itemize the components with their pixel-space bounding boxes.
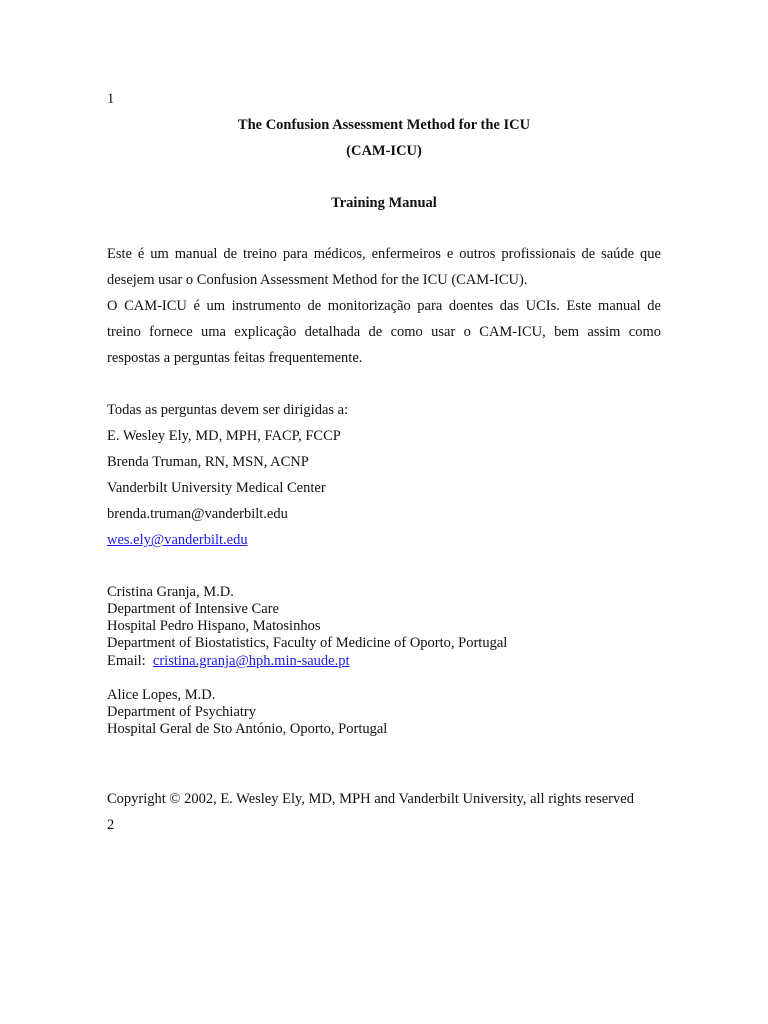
intro-line-2: desejem usar o Confusion Assessment Method for the ICU (CAM-ICU). — [107, 272, 528, 288]
translator1-hospital: Hospital Pedro Hispano, Matosinhos — [107, 618, 321, 634]
copyright-notice: Copyright © 2002, E. Wesley Ely, MD, MPH and Vanderbilt University, all rights reserved — [107, 791, 634, 807]
translator1-email-label: Email: — [107, 653, 146, 669]
translator2-dept: Department of Psychiatry — [107, 704, 256, 720]
translator1-email-link[interactable]: cristina.granja@hph.min-saude.pt — [152, 653, 350, 669]
page-number-top: 1 — [107, 91, 115, 107]
contact-email-truman: brenda.truman@vanderbilt.edu — [107, 506, 288, 522]
translator1-dept2: Department of Biostatistics, Faculty of Medicine of Oporto, Portugal — [107, 635, 508, 651]
contact-institution: Vanderbilt University Medical Center — [107, 480, 326, 496]
intro-line-4: treino fornece uma explicação detalhada de como usar o CAM-ICU, bem assim como — [107, 324, 661, 340]
translator2-hospital: Hospital Geral de Sto António, Oporto, Portugal — [107, 721, 388, 737]
translator1-email-row — [107, 652, 350, 670]
translator2-name: Alice Lopes, M.D. — [107, 687, 216, 703]
intro-line-1: Este é um manual de treino para médicos, enfermeiros e outros profissionais de saúde que — [107, 246, 661, 262]
contact-name-truman: Brenda Truman, RN, MSN, ACNP — [107, 454, 309, 470]
document-subtitle: (CAM-ICU) — [346, 143, 422, 159]
contact-email-ely-link[interactable]: wes.ely@vanderbilt.edu — [107, 532, 248, 548]
document-title: The Confusion Assessment Method for the ICU — [237, 117, 531, 133]
page-number-bottom: 2 — [107, 817, 115, 833]
translator1-dept: Department of Intensive Care — [107, 601, 279, 617]
section-heading: Training Manual — [331, 195, 437, 211]
contacts-lead: Todas as perguntas devem ser dirigidas a: — [107, 402, 349, 418]
intro-line-3: O CAM-ICU é um instrumento de monitorização para doentes das UCIs. Este manual de — [107, 298, 661, 314]
translator1-name: Cristina Granja, M.D. — [107, 584, 234, 600]
intro-line-5: respostas a perguntas feitas frequentemente. — [107, 350, 363, 366]
contact-name-ely: E. Wesley Ely, MD, MPH, FACP, FCCP — [107, 428, 341, 444]
